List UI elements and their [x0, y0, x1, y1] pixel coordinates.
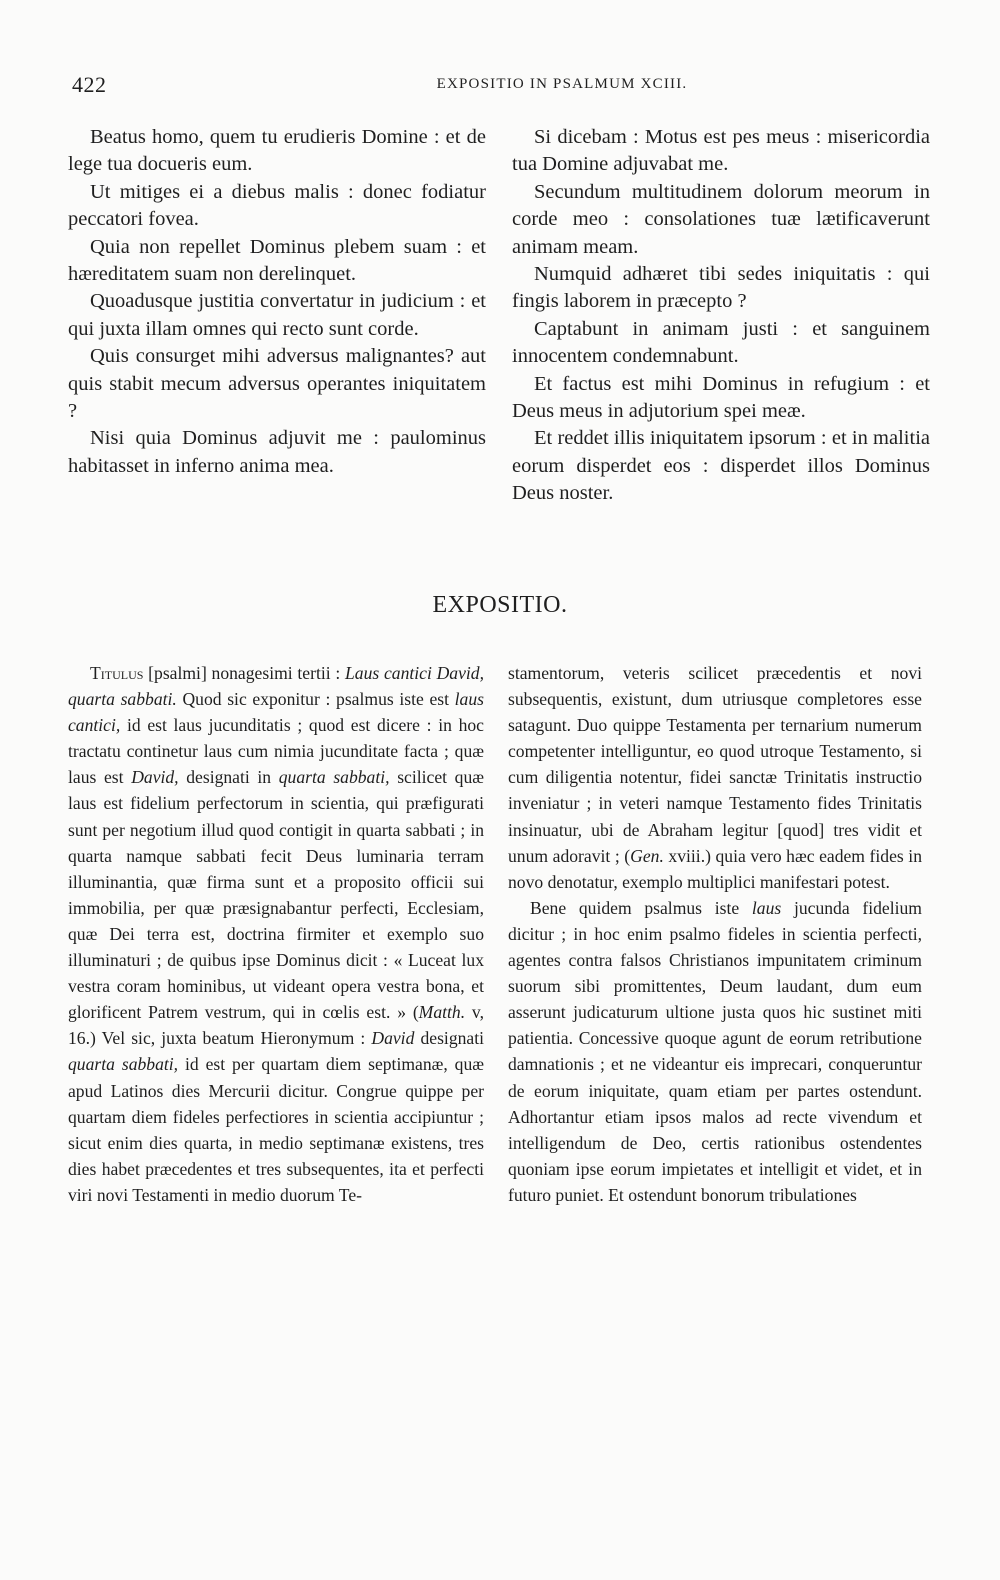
running-head	[72, 72, 932, 102]
commentary-paragraph	[68, 660, 484, 1208]
commentary-paragraph	[508, 895, 922, 1208]
italic-run: laus cantici,	[68, 689, 484, 736]
commentary-paragraph	[508, 660, 922, 895]
italic-run: laus	[751, 897, 782, 918]
text-run: v, 16.) Vel sic, juxta beatum Hieronymum :	[68, 1002, 484, 1049]
text-run: id est laus jucunditatis ; quod est dicere : in hoc tractatu continetur laus cum nimia jucunditate facta ; quæ laus est	[68, 715, 484, 788]
running-title: EXPOSITIO IN PSALMUM XCIII.	[436, 76, 688, 92]
italic-run: quarta sabbati,	[278, 767, 390, 788]
commentary-left-column	[68, 660, 484, 1208]
section-heading: EXPOSITIO.	[432, 592, 568, 618]
verse: Ut mitiges ei a diebus malis : donec fodiatur peccatori fovea.	[68, 180, 486, 231]
verse: Nisi quia Dominus adjuvit me : paulominus habitasset in inferno anima mea.	[68, 427, 486, 477]
italic-run: Laus cantici David, quarta sabbati.	[68, 663, 484, 710]
verse: Quis consurget mihi adversus malignantes? aut quis stabit mecum adversus operantes iniquitatem ?	[68, 345, 486, 423]
verse: Et factus est mihi Dominus in refugium : et Deus meus in adjutorium spei meæ.	[512, 372, 930, 423]
psalm-verses-left-column	[68, 124, 486, 480]
verse: Numquid adhæret tibi sedes iniquitatis : qui fingis laborem in præcepto ?	[512, 263, 930, 313]
text-run: stamentorum, veteris scilicet præcedentis et novi subsequentis, existunt, dum utriusque completores esse satagunt. Duo quippe Testamenta per ternarium numerum competenter intelliguntur, eo quod utroque Testamento, si cum diligentia notentur, fidei sanctæ Trinitatis instructio inveniatur ; in veteri namque Testamento fides Trinitatis insinuatur, ubi de Abraham legitur [quod] tres vidit et unum adoravit ; (	[508, 663, 922, 866]
verse: Et reddet illis iniquitatem ipsorum : et in malitia eorum disperdet eos : disperdet illos Dominus Deus noster.	[512, 427, 930, 505]
verse: Beatus homo, quem tu erudieris Domine : et de lege tua docueris eum.	[68, 126, 486, 176]
verse: Si dicebam : Motus est pes meus : misericordia tua Domine adjuvabat me.	[512, 126, 930, 176]
text-run: designati	[414, 1028, 485, 1049]
text-run: Quod sic exponitur : psalmus iste est	[176, 689, 455, 710]
text-run: id est per quartam diem septimanæ, quæ apud Latinos dies Mercurii dicitur. Congrue quippe per quartam diem fideles perfectiores in scientia accipiuntur ; sicut enim dies quarta, in medio septimanæ existens, tres dies habet præcedentes et tres subsequentes, ita et perfecti viri novi Testamenti in medio duorum Te-	[68, 1054, 484, 1205]
verse: Quia non repellet Dominus plebem suam : et hæreditatem suam non derelinquet.	[68, 235, 486, 286]
page-number: 422	[72, 72, 107, 97]
titulus-word: Titulus	[90, 663, 144, 683]
text-run: designati in	[178, 767, 279, 788]
text-run: xviii.) quia vero hæc eadem fides in novo denotatur, exemplo multiplici manifestari potest.	[508, 845, 922, 892]
psalm-verses-right-column	[512, 124, 930, 508]
italic-run: Gen.	[630, 845, 664, 866]
italic-run: David	[371, 1028, 415, 1049]
verse: Captabunt in animam justi : et sanguinem innocentem condemnabunt.	[512, 317, 930, 368]
verse: Secundum multitudinem dolorum meorum in corde meo : consolationes tuæ lætificaverunt animam meam.	[512, 180, 930, 258]
verse: Quoadusque justitia convertatur in judicium : et qui juxta illam omnes qui recto sunt corde.	[68, 290, 486, 340]
italic-run: quarta sabbati,	[68, 1054, 179, 1075]
italic-run: David,	[131, 767, 179, 788]
text-run: [psalmi] nonagesimi tertii :	[143, 663, 345, 683]
commentary-right-column	[508, 660, 922, 1208]
italic-run: Matth.	[418, 1002, 466, 1023]
text-run: Bene quidem psalmus iste	[530, 897, 752, 918]
text-run: scilicet quæ laus est fidelium perfectorum in scientia, qui præfigurati sunt per negotium illud quod contigit in quarta sabbati ; in quarta namque sabbati fecit Deus luminaria terram illuminantia, quæ firma sunt et a proposito officii sui immobilia, per quæ præsignabantur perfecti, Ecclesiam, quæ Dei terra est, doctrina firmiter et exemplo suo illuminaturi ; de quibus ipse Dominus dicit : « Luceat lux vestra coram hominibus, ut videant opera vestra bona, et glorificent Patrem vestrum, qui in cœlis est. » (	[68, 767, 485, 1023]
text-run: jucunda fidelium dicitur ; in hoc enim psalmo fideles in scientia perfecti, agentes contra falsos Christianos impunitatem criminum suorum sibi promittentes, Deum laudant, dum eum asserunt judicaturum ultione justa quos hic sustinet miti patientia. Concessive quoque agunt de eorum retributione damnationis ; et ne videantur eis imprecari, conqueruntur de eorum iniquitate, quam etiam per partes ostendunt. Adhortantur etiam ipsos malos ad recte vivendum et intelligendum de Deo, certis rationibus ostendentes quoniam ipse eorum impietates et intelligit et videt, et in futuro puniet. Et ostendunt bonorum tribulationes	[508, 897, 922, 1205]
